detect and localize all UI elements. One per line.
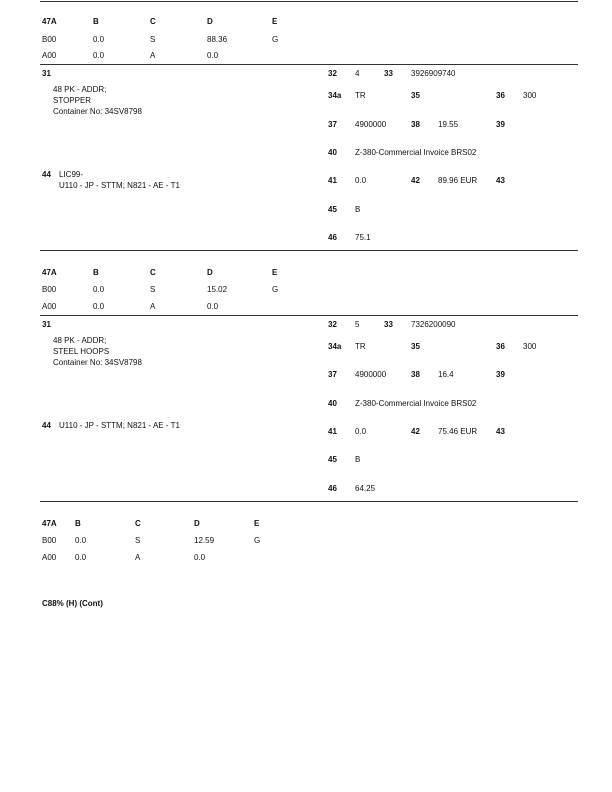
box37-label: 37	[328, 370, 337, 379]
procedure-code: 4900000	[355, 120, 387, 129]
box42-label: 42	[411, 427, 420, 436]
tax-mp: G	[254, 536, 261, 545]
tax-header-c: C	[150, 17, 156, 26]
previous-document: Z-380-Commercial Invoice BRS02	[355, 399, 477, 408]
tax-header-47a: 47A	[42, 17, 57, 26]
tax-code: B00	[42, 536, 57, 545]
statistical-value: 64.25	[355, 484, 376, 493]
tax-base: 0.0	[93, 35, 105, 44]
tax-rate: A	[150, 302, 156, 311]
box43-label: 43	[496, 427, 505, 436]
goods-description-line: STOPPER	[53, 96, 92, 105]
tax-rate: S	[135, 536, 141, 545]
box44-line: LIC99-	[59, 170, 84, 179]
box34a-label: 34a	[328, 342, 342, 351]
tax-base: 0.0	[93, 51, 105, 60]
tax-base: 0.0	[93, 302, 105, 311]
item-divider	[40, 315, 578, 316]
item-divider	[40, 250, 578, 251]
tax-amount: 0.0	[207, 51, 219, 60]
item-divider	[40, 501, 578, 502]
tax-mp: G	[272, 35, 279, 44]
top-divider	[40, 1, 578, 2]
tax-header-b: B	[75, 519, 81, 528]
box46-label: 46	[328, 233, 337, 242]
box40-label: 40	[328, 148, 337, 157]
box41-label: 41	[328, 427, 337, 436]
tax-header-c: C	[150, 268, 156, 277]
box44-line: U110 - JP - STTM; N821 - AE - T1	[59, 181, 180, 190]
tax-code: A00	[42, 302, 57, 311]
net-mass: 16.4	[438, 370, 454, 379]
tax-header-d: D	[207, 268, 213, 277]
tax-header-b: B	[93, 268, 99, 277]
goods-description-line: Container No: 34SV8798	[53, 107, 142, 116]
goods-description-line: 48 PK - ADDR;	[53, 336, 107, 345]
box40-label: 40	[328, 399, 337, 408]
tax-amount: 15.02	[207, 285, 228, 294]
item-number: 4	[355, 69, 360, 78]
statistical-value: 75.1	[355, 233, 371, 242]
box38-label: 38	[411, 370, 420, 379]
country-of-origin: TR	[355, 91, 366, 100]
goods-description-line: 48 PK - ADDR;	[53, 85, 107, 94]
tax-rate: A	[150, 51, 156, 60]
valuation-adjustment: B	[355, 455, 361, 464]
tax-code: A00	[42, 553, 57, 562]
box45-label: 45	[328, 455, 337, 464]
commodity-code: 3926909740	[411, 69, 456, 78]
box35-label: 35	[411, 91, 420, 100]
tax-amount: 0.0	[207, 302, 219, 311]
tax-header-b: B	[93, 17, 99, 26]
box32-label: 32	[328, 320, 337, 329]
box39-label: 39	[496, 120, 505, 129]
box37-label: 37	[328, 120, 337, 129]
box46-label: 46	[328, 484, 337, 493]
box31-label: 31	[42, 320, 51, 329]
tax-amount: 0.0	[194, 553, 206, 562]
box39-label: 39	[496, 370, 505, 379]
box31-label: 31	[42, 69, 51, 78]
tax-code: B00	[42, 285, 57, 294]
tax-header-d: D	[207, 17, 213, 26]
box33-label: 33	[384, 320, 393, 329]
box34a-label: 34a	[328, 91, 342, 100]
tax-header-e: E	[272, 268, 278, 277]
goods-description-line: STEEL HOOPS	[53, 347, 110, 356]
item-divider	[40, 64, 578, 65]
item-price: 75.46 EUR	[438, 427, 478, 436]
item-price: 89.96 EUR	[438, 176, 478, 185]
supplementary-units: 0.0	[355, 176, 367, 185]
tax-base: 0.0	[75, 536, 87, 545]
box44-label: 44	[42, 421, 51, 430]
box33-label: 33	[384, 69, 393, 78]
box32-label: 32	[328, 69, 337, 78]
box35-label: 35	[411, 342, 420, 351]
tax-header-d: D	[194, 519, 200, 528]
box41-label: 41	[328, 176, 337, 185]
country-of-origin: TR	[355, 342, 366, 351]
box38-label: 38	[411, 120, 420, 129]
tax-rate: S	[150, 285, 156, 294]
form-code: C88% (H) (Cont)	[42, 599, 103, 608]
tax-header-c: C	[135, 519, 141, 528]
preference: 300	[523, 91, 537, 100]
net-mass: 19.55	[438, 120, 459, 129]
tax-header-e: E	[272, 17, 278, 26]
box43-label: 43	[496, 176, 505, 185]
goods-description-line: Container No: 34SV8798	[53, 358, 142, 367]
box44-label: 44	[42, 170, 51, 179]
preference: 300	[523, 342, 537, 351]
tax-rate: A	[135, 553, 141, 562]
procedure-code: 4900000	[355, 370, 387, 379]
tax-mp: G	[272, 285, 279, 294]
supplementary-units: 0.0	[355, 427, 367, 436]
tax-amount: 12.59	[194, 536, 215, 545]
valuation-adjustment: B	[355, 205, 361, 214]
tax-code: B00	[42, 35, 57, 44]
commodity-code: 7326200090	[411, 320, 456, 329]
box45-label: 45	[328, 205, 337, 214]
previous-document: Z-380-Commercial Invoice BRS02	[355, 148, 477, 157]
tax-header-47a: 47A	[42, 519, 57, 528]
tax-amount: 88.36	[207, 35, 228, 44]
tax-base: 0.0	[75, 553, 87, 562]
box36-label: 36	[496, 342, 505, 351]
box36-label: 36	[496, 91, 505, 100]
box44-line: U110 - JP - STTM; N821 - AE - T1	[59, 421, 180, 430]
tax-code: A00	[42, 51, 57, 60]
box42-label: 42	[411, 176, 420, 185]
tax-rate: S	[150, 35, 156, 44]
tax-header-e: E	[254, 519, 260, 528]
tax-header-47a: 47A	[42, 268, 57, 277]
tax-base: 0.0	[93, 285, 105, 294]
item-number: 5	[355, 320, 360, 329]
